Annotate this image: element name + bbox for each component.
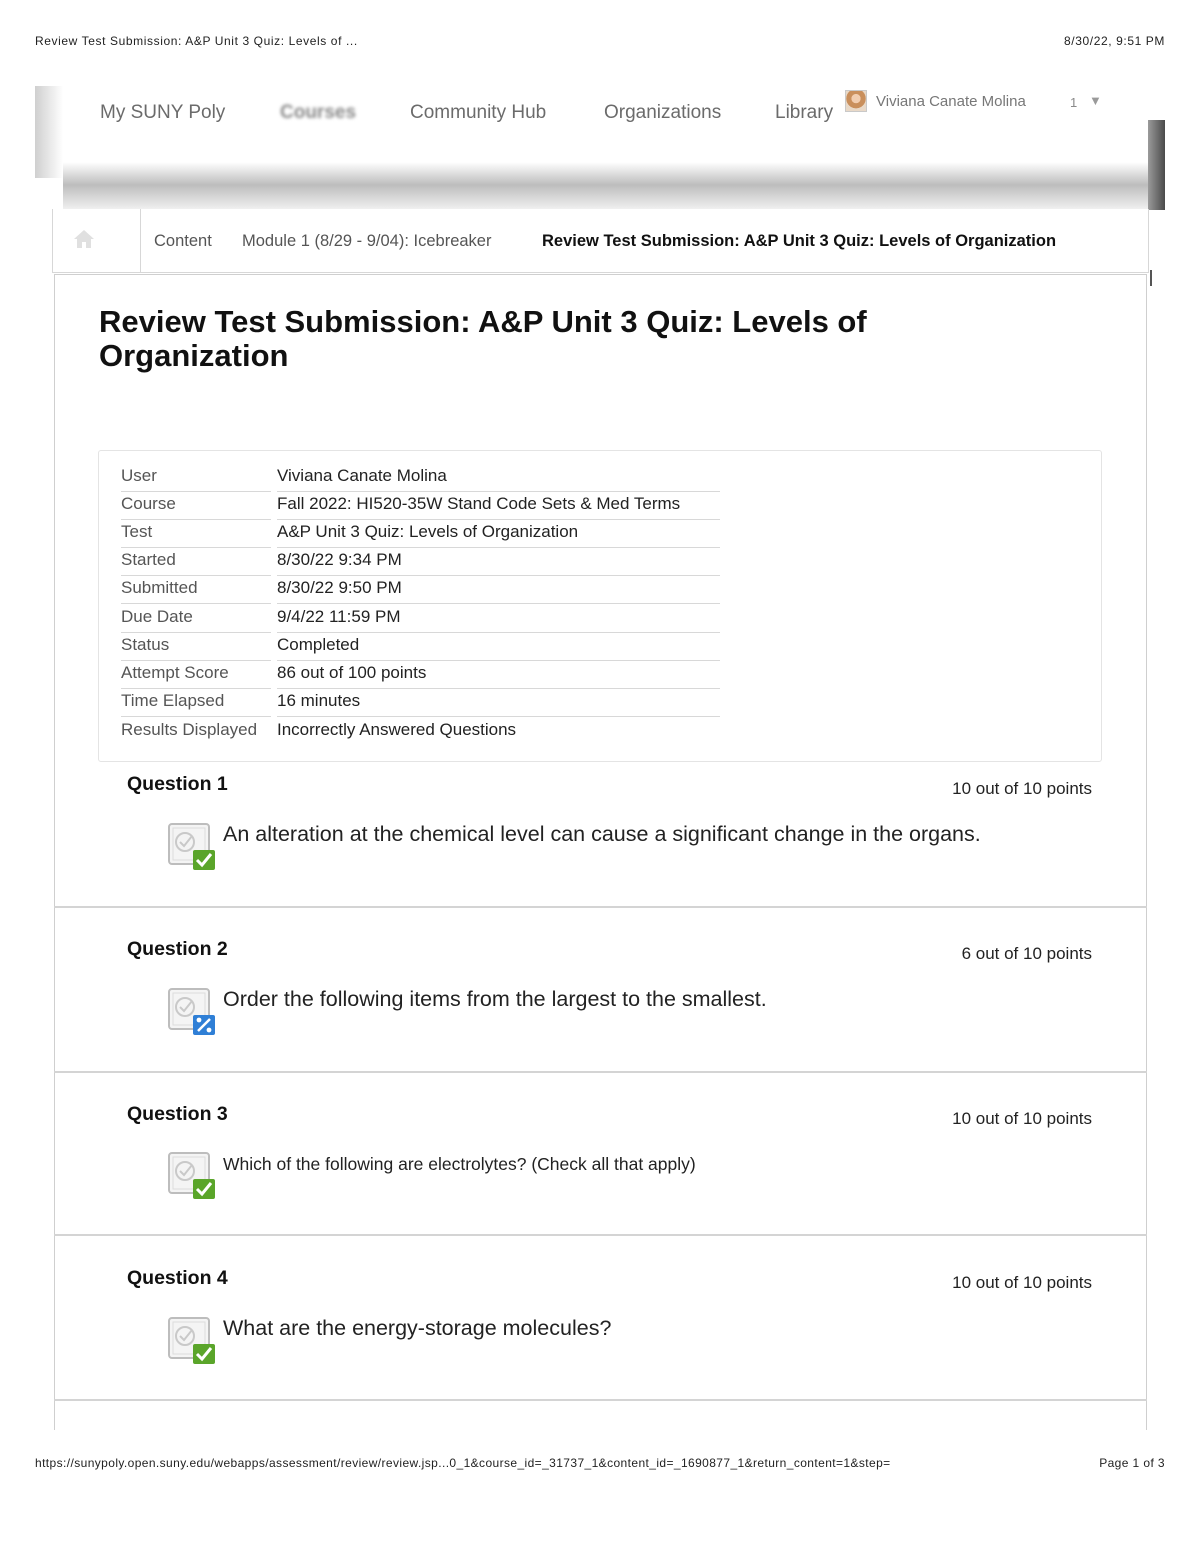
- detail-row-due-date: [121, 605, 721, 633]
- nav-my-suny-poly[interactable]: My SUNY Poly: [100, 102, 226, 123]
- detail-label: Time Elapsed: [121, 691, 271, 717]
- detail-row-course: [121, 492, 721, 520]
- detail-label: Started: [121, 550, 271, 576]
- partially-correct-icon: [167, 987, 217, 1037]
- breadcrumb-current: Review Test Submission: A&P Unit 3 Quiz: Levels of Organization: [542, 232, 1057, 250]
- detail-value: Incorrectly Answered Questions: [277, 720, 517, 739]
- chevron-down-icon[interactable]: ▼: [1089, 93, 1102, 108]
- print-url: https://sunypoly.open.suny.edu/webapps/assessment/review/review.jsp...0_1&course_id=_31737_1&content_id=_1690877_1&return_content=1&step=: [35, 1456, 891, 1470]
- question-2-points: 6 out of 10 points: [961, 944, 1092, 963]
- scroll-marker: [1150, 270, 1152, 286]
- detail-value: Viviana Canate Molina: [277, 466, 720, 492]
- print-datetime: 8/30/22, 9:51 PM: [1064, 34, 1165, 48]
- home-icon: [73, 229, 95, 249]
- question-3-title: Question 3: [127, 1103, 228, 1125]
- question-4-text: What are the energy-storage molecules?: [223, 1316, 612, 1340]
- nav-library[interactable]: Library: [775, 102, 834, 123]
- question-4-points: 10 out of 10 points: [952, 1273, 1092, 1292]
- nav-shadow-left: [35, 86, 63, 178]
- print-page-number: Page 1 of 3: [1099, 1456, 1165, 1470]
- page-title: Review Test Submission: A&P Unit 3 Quiz: Levels of Organization: [99, 304, 867, 373]
- correct-answer-icon: [167, 822, 217, 872]
- detail-row-submitted: [121, 576, 721, 604]
- question-divider: [54, 1071, 1147, 1073]
- detail-row-started: [121, 548, 721, 576]
- avatar: [845, 90, 867, 112]
- correct-answer-icon: [167, 1316, 217, 1366]
- question-4-title: Question 4: [127, 1267, 228, 1289]
- question-2-text: Order the following items from the largest to the smallest.: [223, 987, 767, 1011]
- detail-label: Course: [121, 494, 271, 520]
- detail-label: Test: [121, 522, 271, 548]
- question-1-title: Question 1: [127, 773, 228, 795]
- detail-label: Results Displayed: [121, 720, 258, 739]
- page-bottom-margin: [0, 1430, 1200, 1553]
- detail-label: Status: [121, 635, 271, 661]
- detail-label: Attempt Score: [121, 663, 271, 689]
- detail-row-status: [121, 633, 721, 661]
- detail-row-time-elapsed: [121, 689, 721, 717]
- detail-value: 86 out of 100 points: [277, 663, 720, 689]
- breadcrumb-item-content[interactable]: Content: [154, 232, 212, 250]
- question-2-title: Question 2: [127, 938, 228, 960]
- question-divider: [54, 1399, 1147, 1401]
- print-header: [35, 34, 1165, 52]
- detail-label: Due Date: [121, 607, 271, 633]
- nav-community-hub[interactable]: Community Hub: [410, 102, 547, 123]
- question-divider: [54, 1234, 1147, 1236]
- breadcrumb-item-module[interactable]: Module 1 (8/29 - 9/04): Icebreaker: [242, 232, 492, 250]
- notification-count[interactable]: 1: [1070, 95, 1078, 110]
- user-name: Viviana Canate Molina: [876, 93, 1026, 110]
- question-divider: [54, 906, 1147, 908]
- detail-value: 8/30/22 9:50 PM: [277, 578, 720, 604]
- print-page-title: Review Test Submission: A&P Unit 3 Quiz: Levels of ...: [35, 34, 358, 48]
- nav-organizations[interactable]: Organizations: [604, 102, 722, 123]
- detail-value: 8/30/22 9:34 PM: [277, 550, 720, 576]
- detail-row-user: [121, 464, 721, 492]
- detail-value: Fall 2022: HI520-35W Stand Code Sets & Med Terms: [277, 494, 720, 520]
- question-3-points: 10 out of 10 points: [952, 1109, 1092, 1128]
- nav-courses[interactable]: Courses: [280, 102, 357, 123]
- detail-value: 9/4/22 11:59 PM: [277, 607, 720, 633]
- question-1-text: An alteration at the chemical level can cause a significant change in the organs.: [223, 822, 981, 846]
- correct-answer-icon: [167, 1151, 217, 1201]
- detail-row-results-displayed: [121, 718, 721, 746]
- detail-value: Completed: [277, 635, 720, 661]
- detail-value: 16 minutes: [277, 691, 720, 717]
- breadcrumb: [52, 209, 1149, 273]
- breadcrumb-home[interactable]: [53, 209, 141, 272]
- question-1-points: 10 out of 10 points: [952, 779, 1092, 798]
- detail-label: User: [121, 466, 271, 492]
- detail-value: A&P Unit 3 Quiz: Levels of Organization: [277, 522, 720, 548]
- detail-label: Submitted: [121, 578, 271, 604]
- detail-row-attempt-score: [121, 661, 721, 689]
- detail-row-test: [121, 520, 721, 548]
- print-footer: [35, 1456, 1165, 1474]
- question-3-text: Which of the following are electrolytes? (Check all that apply): [223, 1154, 696, 1174]
